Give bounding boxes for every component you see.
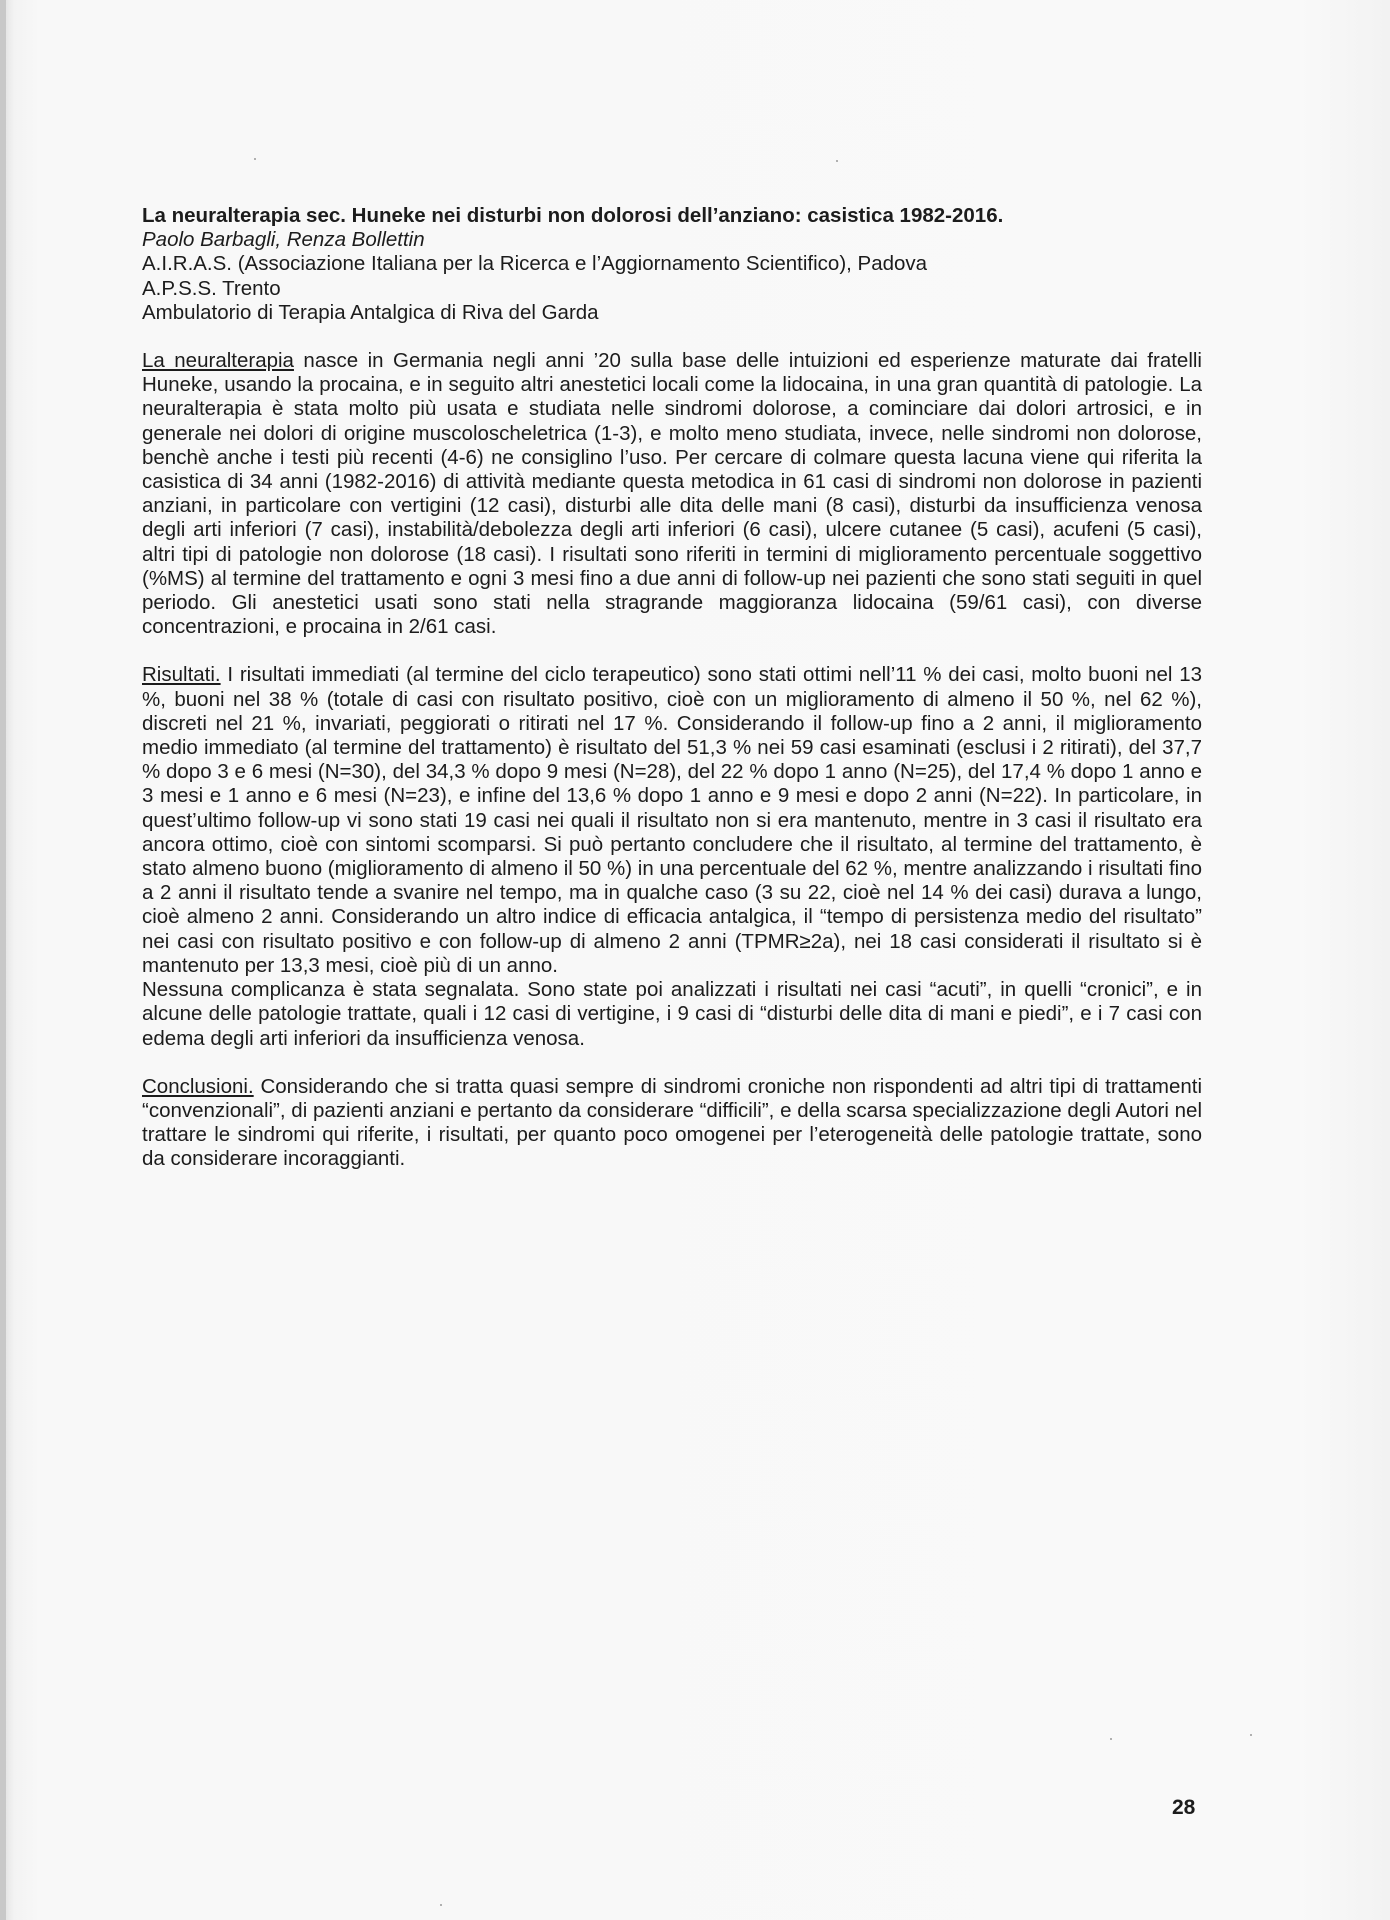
results-heading: Risultati. xyxy=(142,663,221,687)
results-text: I risultati immediati (al termine del ciclo terapeutico) sono stati ottimi nell’11 % dei casi, molto buoni nel 13 %, buoni nel 38 % (totale di casi con risultato positivo, cioè con un miglioramento di almeno il 50 %, nel 62 %), discreti nel 21 %, invariati, peggiorati o ritirati nel 17 %. Considerando il follow-up fino a 2 anni, il miglioramento medio immediato (al termine del trattamento) è risultato del 51,3 % nei 59 casi esaminati (esclusi i 2 ritirati), del 37,7 % dopo 3 e 6 mesi (N=30), del 34,3 % dopo 9 mesi (N=28), del 22 % dopo 1 anno (N=25), del 17,4 % dopo 1 anno e 3 mesi e 1 anno e 6 mesi (N=23), e infine del 13,6 % dopo 1 anno e 9 mesi e dopo 2 anni (N=22). In particolare, in quest’ultimo follow-up vi sono stati 19 casi nei quali il risultato non si era mantenuto, mentre in 3 casi il risultato era ancora ottimo, cioè con sintomi scomparsi. Si può pertanto concludere che il risultato, al termine del trattamento, è stato almeno buono (miglioramento di almeno il 50 %) in una percentuale del 62 %, mentre analizzando i risultati fino a 2 anni il risultato tende a svanire nel tempo, ma in qualche caso (3 su 22, cioè nel 14 % dei casi) durava a lungo, cioè almeno 2 anni. Considerando un altro indice di efficacia antalgica, il “tempo di persistenza medio del risultato” nei casi con risultato positivo e con follow-up di almeno 2 anni (TPMR≥2a), nei 18 casi considerati il risultato si è mantenuto per 13,3 mesi, cioè più di un anno. xyxy=(142,663,1202,977)
introduction-paragraph xyxy=(142,349,1202,639)
page-number: 28 xyxy=(1172,1796,1196,1819)
conclusions-paragraph xyxy=(142,1075,1202,1172)
results-paragraph-continued: Nessuna complicanza è stata segnalata. Sono state poi analizzati i risultati nei casi “acuti”, in quelli “cronici”, e in alcune delle patologie trattate, quali i 12 casi di vertigine, i 9 casi di “disturbi delle dita di mani e piedi”, e i 7 casi con edema degli arti inferiori da insufficienza venosa. xyxy=(142,978,1202,1050)
paragraph-spacer xyxy=(142,1051,1202,1075)
scan-speck xyxy=(440,1904,442,1906)
paragraph-spacer xyxy=(142,325,1202,349)
results-paragraph xyxy=(142,663,1202,978)
scan-speck xyxy=(254,158,256,160)
document-body xyxy=(142,204,1202,1172)
affiliation-line: Ambulatorio di Terapia Antalgica di Riva del Garda xyxy=(142,300,599,324)
conclusions-text: Considerando che si tratta quasi sempre di sindromi croniche non rispondenti ad altri tipi di trattamenti “convenzionali”, di pazienti anziani e pertanto da considerare “difficili”, e della scarsa specializzazione degli Autori nel trattare le sindromi qui riferite, i risultati, per quanto poco omogenei per l’eterogeneità delle patologie trattate, sono da considerare incoraggianti. xyxy=(142,1074,1202,1171)
introduction-text: nasce in Germania negli anni ’20 sulla base delle intuizioni ed esperienze maturate dai fratelli Huneke, usando la procaina, e in seguito altri anestetici locali come la lidocaina, in una gran quantità di patologie. La neuralterapia è stata molto più usata e studiata nelle sindromi dolorose, a cominciare dai dolori artrosici, e in generale nei dolori di origine muscoloscheletrica (1-3), e molto meno studiata, invece, nelle sindromi non dolorose, benchè anche i testi più recenti (4-6) ne consiglino l’uso. Per cercare di colmare questa lacuna viene qui riferita la casistica di 34 anni (1982-2016) di attività mediante questa metodica in 61 casi di sindromi non dolorose in pazienti anziani, in particolare con vertigini (12 casi), disturbi alle dita delle mani (8 casi), disturbi da insufficienza venosa degli arti inferiori (7 casi), instabilità/debolezza degli arti inferiori (6 casi), ulcere cutanee (5 casi), acufeni (5 casi), altri tipi di patologie non dolorose (18 casi). I risultati sono riferiti in termini di miglioramento percentuale soggettivo (%MS) al termine del trattamento e ogni 3 mesi fino a due anni di follow-up nei pazienti che sono stati seguiti in quel periodo. Gli anestetici usati sono stati nella stragrande maggioranza lidocaina (59/61 casi), con diverse concentrazioni, e procaina in 2/61 casi. xyxy=(142,349,1202,639)
scan-speck xyxy=(1110,1738,1112,1740)
document-authors: Paolo Barbagli, Renza Bollettin xyxy=(142,228,425,252)
scan-speck xyxy=(1250,1734,1252,1736)
conclusions-heading: Conclusioni. xyxy=(142,1074,254,1098)
affiliation-line: A.P.S.S. Trento xyxy=(142,276,281,300)
paragraph-spacer xyxy=(142,639,1202,663)
affiliation-line: A.I.R.A.S. (Associazione Italiana per la Ricerca e l’Aggiornamento Scientifico), Padova xyxy=(142,252,928,276)
scan-left-edge xyxy=(0,0,6,1920)
scan-speck xyxy=(836,160,838,162)
introduction-lead: La neuralterapia xyxy=(142,349,294,373)
document-title: La neuralterapia sec. Huneke nei disturbi non dolorosi dell’anziano: casistica 1982-2016. xyxy=(142,204,1004,227)
